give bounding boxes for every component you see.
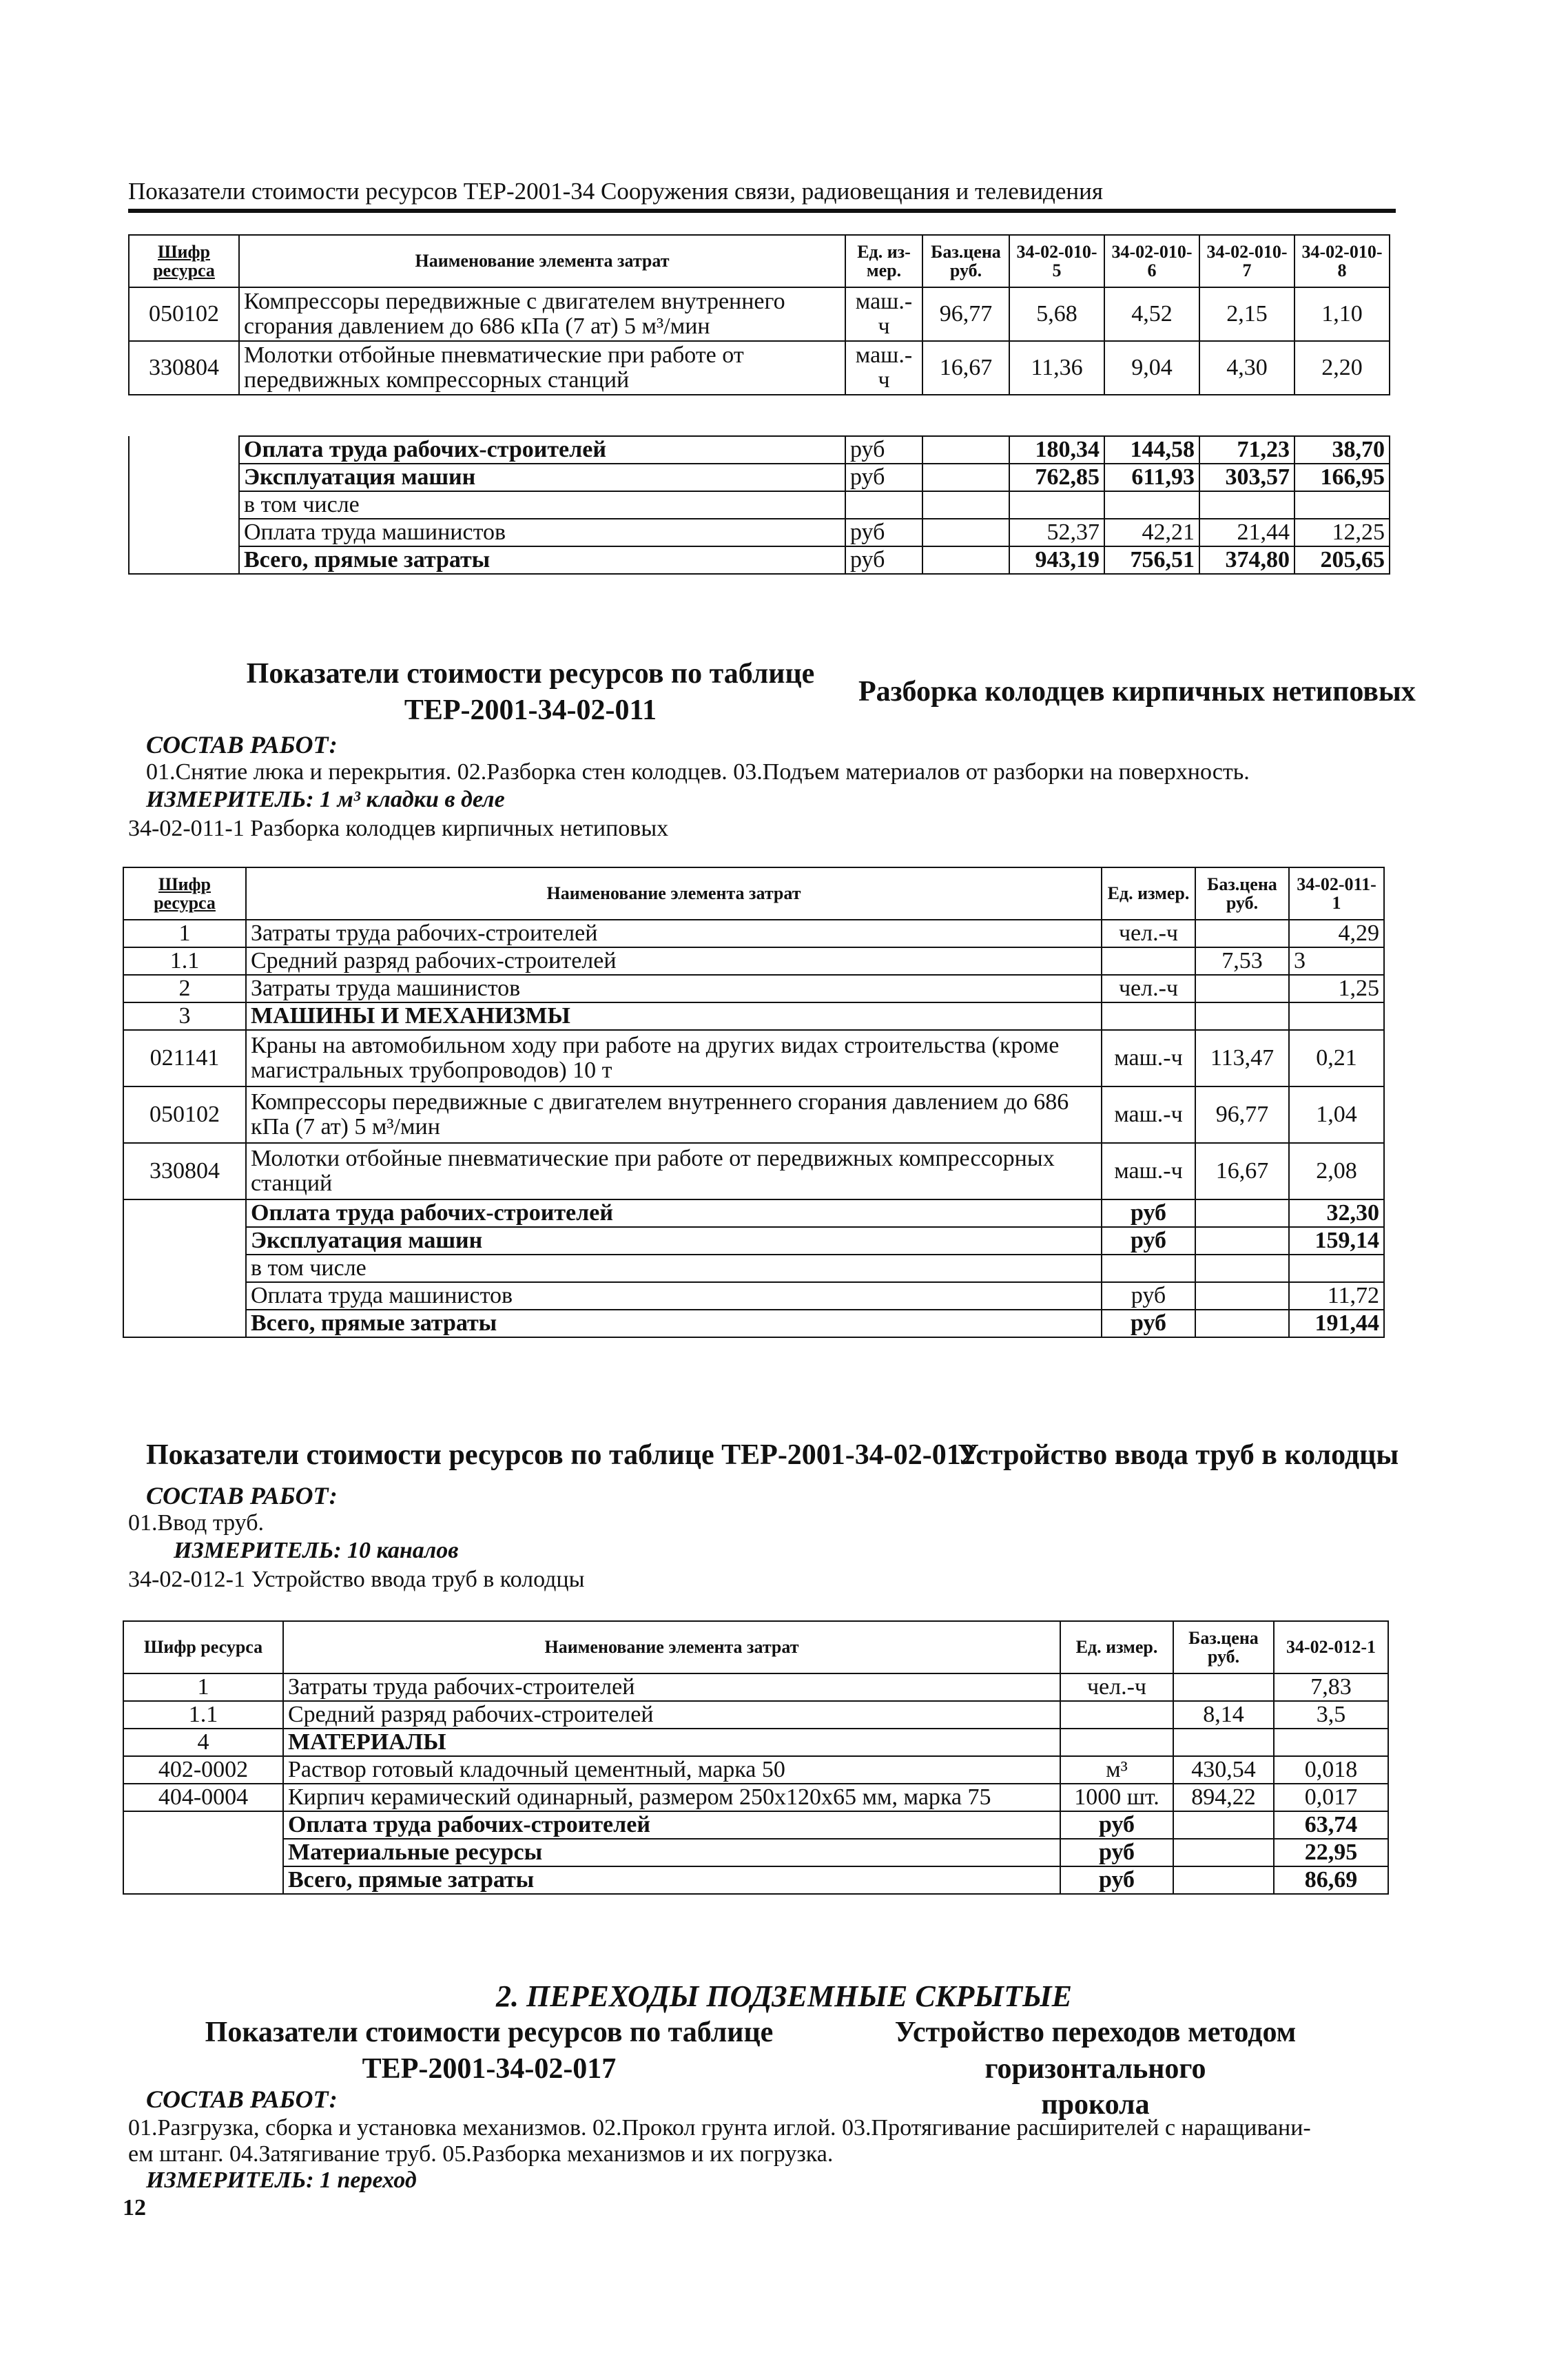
- cell: чел.-ч: [1060, 1673, 1173, 1701]
- cell: 021141: [123, 1030, 246, 1086]
- cell: МАШИНЫ И МЕХАНИЗМЫ: [246, 1002, 1102, 1030]
- cell: [922, 436, 1009, 464]
- col-header: Баз.цена руб.: [1195, 867, 1289, 920]
- cell: 1,04: [1289, 1086, 1384, 1143]
- cell: 71,23: [1199, 436, 1294, 464]
- summary-row: [123, 1811, 1388, 1839]
- cell: 32,30: [1289, 1199, 1384, 1227]
- page-header: Показатели стоимости ресурсов ТЕР-2001-34 Сооружения связи, радиовещания и телевидения: [128, 178, 1103, 205]
- table-row: [123, 1756, 1388, 1784]
- cell: 52,37: [1009, 519, 1104, 546]
- izmeritel-label: ИЗМЕРИТЕЛЬ: 1 переход: [146, 2167, 417, 2193]
- title-line: Устройство переходов методом горизонтального: [894, 2017, 1297, 2085]
- cell: 2,08: [1289, 1143, 1384, 1199]
- cell: 2,15: [1199, 287, 1294, 341]
- cell: 38,70: [1294, 436, 1390, 464]
- cell: Затраты труда машинистов: [246, 975, 1102, 1002]
- summary-row: [123, 1839, 1388, 1866]
- col-header: Баз.цена руб.: [1173, 1621, 1274, 1673]
- cell: руб: [845, 436, 922, 464]
- cell: руб: [1102, 1199, 1195, 1227]
- table-row: [123, 1143, 1384, 1199]
- izmeritel-label: ИЗМЕРИТЕЛЬ: 1 м³ кладки в деле: [146, 787, 505, 812]
- col-header: Шифр ресурса: [123, 1621, 283, 1673]
- cell: Средний разряд рабочих-строителей: [283, 1701, 1060, 1729]
- table-row: [123, 1086, 1384, 1143]
- sostav-label: СОСТАВ РАБОТ:: [146, 1482, 338, 1509]
- col-header: 34-02-010-8: [1294, 235, 1390, 287]
- col-header: Баз.цена руб.: [922, 235, 1009, 287]
- table-row: [123, 1030, 1384, 1086]
- cell: 180,34: [1009, 436, 1104, 464]
- cell: маш.-ч: [845, 287, 922, 341]
- cell: 63,74: [1274, 1811, 1388, 1839]
- cell: [1195, 1199, 1289, 1227]
- cell: 159,14: [1289, 1227, 1384, 1255]
- cell: 4,52: [1104, 287, 1199, 341]
- title-line: Показатели стоимости ресурсов по таблице: [246, 658, 815, 690]
- cell: маш.-ч: [1102, 1030, 1195, 1086]
- section-2-heading: 2. ПЕРЕХОДЫ ПОДЗЕМНЫЕ СКРЫТЫЕ: [496, 1979, 1072, 2013]
- cell: 894,22: [1173, 1784, 1274, 1811]
- cell: руб: [1060, 1866, 1173, 1894]
- cell: 1: [123, 1673, 283, 1701]
- cell: 050102: [129, 287, 239, 341]
- cell: 1,25: [1289, 975, 1384, 1002]
- sostav-label: СОСТАВ РАБОТ:: [146, 2085, 338, 2113]
- section-012-title-left: Показатели стоимости ресурсов по таблице ТЕР-2001-34-02-012: [146, 1439, 976, 1471]
- cell: 11,36: [1009, 341, 1104, 395]
- cell: маш.-ч: [1102, 1086, 1195, 1143]
- cell: 11,72: [1289, 1282, 1384, 1310]
- table-row: [123, 947, 1384, 975]
- cell: 144,58: [1104, 436, 1199, 464]
- cell: м³: [1060, 1756, 1173, 1784]
- works-text: ем штанг. 04.Затягивание труб. 05.Разборка механизмов и их погрузка.: [128, 2141, 834, 2167]
- cell: Оплата труда рабочих-строителей: [239, 436, 845, 464]
- cell: 4,29: [1289, 920, 1384, 947]
- cell: 3,5: [1274, 1701, 1388, 1729]
- cell: Всего, прямые затраты: [246, 1310, 1102, 1337]
- col-header: Шифр ресурса: [123, 867, 246, 920]
- summary-row: [129, 464, 1390, 491]
- cell: чел.-ч: [1102, 920, 1195, 947]
- cell: 2: [123, 975, 246, 1002]
- table-row: [123, 1729, 1388, 1756]
- section-017-title-left: [186, 2014, 792, 2087]
- col-header: 34-02-010-6: [1104, 235, 1199, 287]
- cell: Затраты труда рабочих-строителей: [283, 1673, 1060, 1701]
- col-header: Ед. из-мер.: [845, 235, 922, 287]
- summary-010: [128, 435, 1390, 575]
- cell: чел.-ч: [1102, 975, 1195, 1002]
- table-row: [123, 975, 1384, 1002]
- cell: [922, 519, 1009, 546]
- cell: 21,44: [1199, 519, 1294, 546]
- cell: Всего, прямые затраты: [239, 546, 845, 574]
- cell: [922, 464, 1009, 491]
- header-rule: [128, 209, 1396, 213]
- section-012-title-right: Устройство ввода труб в колодцы: [958, 1439, 1399, 1471]
- cell: Оплата труда машинистов: [239, 519, 845, 546]
- cell: Оплата труда рабочих-строителей: [246, 1199, 1102, 1227]
- code-line: 34-02-012-1 Устройство ввода труб в колодцы: [128, 1567, 585, 1592]
- cell: 113,47: [1195, 1030, 1289, 1086]
- cell: Оплата труда рабочих-строителей: [283, 1811, 1060, 1839]
- cell: Эксплуатация машин: [239, 464, 845, 491]
- col-header: Шифр ресурса: [129, 235, 239, 287]
- cell: 86,69: [1274, 1866, 1388, 1894]
- table-row: [123, 1701, 1388, 1729]
- cell: Всего, прямые затраты: [283, 1866, 1060, 1894]
- cell: 42,21: [1104, 519, 1199, 546]
- title-line: прокола: [1041, 2089, 1150, 2121]
- summary-row: [129, 546, 1390, 574]
- section-011-title-left: [220, 656, 840, 728]
- cell: 404-0004: [123, 1784, 283, 1811]
- cell: 8,14: [1173, 1701, 1274, 1729]
- cell: 1,10: [1294, 287, 1390, 341]
- cell: Затраты труда рабочих-строителей: [246, 920, 1102, 947]
- cell: 7,53: [1195, 947, 1289, 975]
- cell: 205,65: [1294, 546, 1390, 574]
- cell: 303,57: [1199, 464, 1294, 491]
- summary-row: [123, 1866, 1388, 1894]
- works-text: 01.Ввод труб.: [128, 1510, 264, 1536]
- cell: Краны на автомобильном ходу при работе на других видах строительства (кроме магистральных трубопроводов) 10 т: [246, 1030, 1102, 1086]
- table-row: [129, 287, 1390, 341]
- col-header: Ед. измер.: [1102, 867, 1195, 920]
- col-header: 34-02-011-1: [1289, 867, 1384, 920]
- sostav-label: СОСТАВ РАБОТ:: [146, 731, 338, 759]
- cell: 2,20: [1294, 341, 1390, 395]
- col-header: Ед. измер.: [1060, 1621, 1173, 1673]
- cell: Раствор готовый кладочный цементный, марка 50: [283, 1756, 1060, 1784]
- cell: [922, 546, 1009, 574]
- cell: 943,19: [1009, 546, 1104, 574]
- cell: 4: [123, 1729, 283, 1756]
- cell: Средний разряд рабочих-строителей: [246, 947, 1102, 975]
- cell: руб: [1102, 1310, 1195, 1337]
- cell: [1195, 1310, 1289, 1337]
- cell: руб: [1060, 1811, 1173, 1839]
- cell: руб: [1102, 1282, 1195, 1310]
- cell: 22,95: [1274, 1839, 1388, 1866]
- table-header-row: [129, 235, 1390, 287]
- cell: руб: [845, 519, 922, 546]
- cell: [1195, 1282, 1289, 1310]
- cell: маш.-ч: [1102, 1143, 1195, 1199]
- cell: 3: [1289, 947, 1384, 975]
- cell: [1195, 1227, 1289, 1255]
- cell: [1173, 1673, 1274, 1701]
- table-row: [123, 1673, 1388, 1701]
- cell: маш.-ч: [845, 341, 922, 395]
- cell: 330804: [129, 341, 239, 395]
- cell: 1.1: [123, 947, 246, 975]
- cell: Эксплуатация машин: [246, 1227, 1102, 1255]
- cell: 756,51: [1104, 546, 1199, 574]
- summary-row: [129, 436, 1390, 464]
- cell: 96,77: [1195, 1086, 1289, 1143]
- cell: Молотки отбойные пневматические при работе от передвижных компрессорных станций: [239, 341, 845, 395]
- table-row: [129, 341, 1390, 395]
- cell: 166,95: [1294, 464, 1390, 491]
- works-text: 01.Разгрузка, сборка и установка механизмов. 02.Прокол грунта иглой. 03.Протягивание расширителей с наращивани-: [128, 2115, 1311, 2141]
- section-017-title-right: [785, 2014, 1405, 2123]
- page-number: 12: [123, 2195, 146, 2220]
- summary-row: [123, 1227, 1384, 1255]
- cell: Молотки отбойные пневматические при работе от передвижных компрессорных станций: [246, 1143, 1102, 1199]
- table-010: [128, 234, 1390, 395]
- cell: в том числе: [246, 1255, 1102, 1282]
- cell: 12,25: [1294, 519, 1390, 546]
- summary-row: [123, 1310, 1384, 1337]
- cell: [1195, 975, 1289, 1002]
- col-header: 34-02-012-1: [1274, 1621, 1388, 1673]
- cell: [1173, 1839, 1274, 1866]
- cell: 1000 шт.: [1060, 1784, 1173, 1811]
- cell: [1173, 1866, 1274, 1894]
- cell: Компрессоры передвижные с двигателем внутреннего сгорания давлением до 686 кПа (7 ат) 5 м³/мин: [246, 1086, 1102, 1143]
- cell: Материальные ресурсы: [283, 1839, 1060, 1866]
- cell: [1173, 1811, 1274, 1839]
- cell: 0,018: [1274, 1756, 1388, 1784]
- cell: Компрессоры передвижные с двигателем внутреннего сгорания давлением до 686 кПа (7 ат) 5 м³/мин: [239, 287, 845, 341]
- title-line: Показатели стоимости ресурсов по таблице: [205, 2017, 774, 2048]
- col-header: Наименование элемента затрат: [283, 1621, 1060, 1673]
- summary-row: [123, 1282, 1384, 1310]
- col-header: 34-02-010-7: [1199, 235, 1294, 287]
- title-line: ТЕР-2001-34-02-017: [362, 2052, 617, 2085]
- table-011: [123, 867, 1385, 1338]
- cell: 16,67: [922, 341, 1009, 395]
- cell: Оплата труда машинистов: [246, 1282, 1102, 1310]
- cell: 1.1: [123, 1701, 283, 1729]
- cell: 762,85: [1009, 464, 1104, 491]
- cell: 1: [123, 920, 246, 947]
- cell: 7,83: [1274, 1673, 1388, 1701]
- cell: 330804: [123, 1143, 246, 1199]
- table-header-row: [123, 867, 1384, 920]
- col-header: Наименование элемента затрат: [246, 867, 1102, 920]
- section-011-title-right: Разборка колодцев кирпичных нетиповых: [858, 676, 1416, 708]
- cell: руб: [845, 546, 922, 574]
- col-header: 34-02-010-5: [1009, 235, 1104, 287]
- cell: МАТЕРИАЛЫ: [283, 1729, 1060, 1756]
- summary-row: [123, 1199, 1384, 1227]
- cell: 9,04: [1104, 341, 1199, 395]
- cell: [1060, 1701, 1173, 1729]
- table-header-row: [123, 1621, 1388, 1673]
- table-row: [123, 920, 1384, 947]
- cell: Кирпич керамический одинарный, размером 250х120х65 мм, марка 75: [283, 1784, 1060, 1811]
- cell: 0,017: [1274, 1784, 1388, 1811]
- col-header: Наименование элемента затрат: [239, 235, 845, 287]
- works-text: 01.Снятие люка и перекрытия. 02.Разборка стен колодцев. 03.Подъем материалов от разборки на поверхность.: [146, 759, 1250, 785]
- cell: руб: [845, 464, 922, 491]
- code-line: 34-02-011-1 Разборка колодцев кирпичных нетиповых: [128, 816, 669, 841]
- cell: 374,80: [1199, 546, 1294, 574]
- cell: 430,54: [1173, 1756, 1274, 1784]
- summary-row: [129, 519, 1390, 546]
- cell: 402-0002: [123, 1756, 283, 1784]
- cell: 5,68: [1009, 287, 1104, 341]
- cell: 191,44: [1289, 1310, 1384, 1337]
- title-line: ТЕР-2001-34-02-011: [404, 694, 657, 726]
- cell: 16,67: [1195, 1143, 1289, 1199]
- cell: 0,21: [1289, 1030, 1384, 1086]
- table-row: [123, 1784, 1388, 1811]
- table-row: [123, 1002, 1384, 1030]
- cell: 611,93: [1104, 464, 1199, 491]
- cell: в том числе: [239, 491, 845, 519]
- cell: 050102: [123, 1086, 246, 1143]
- cell: 3: [123, 1002, 246, 1030]
- summary-row: [129, 491, 1390, 519]
- cell: руб: [1102, 1227, 1195, 1255]
- izmeritel-label: ИЗМЕРИТЕЛЬ: 10 каналов: [174, 1538, 459, 1563]
- summary-row: [123, 1255, 1384, 1282]
- cell: 4,30: [1199, 341, 1294, 395]
- table-012: [123, 1620, 1389, 1895]
- cell: [1102, 947, 1195, 975]
- cell: 96,77: [922, 287, 1009, 341]
- cell: [1195, 920, 1289, 947]
- cell: руб: [1060, 1839, 1173, 1866]
